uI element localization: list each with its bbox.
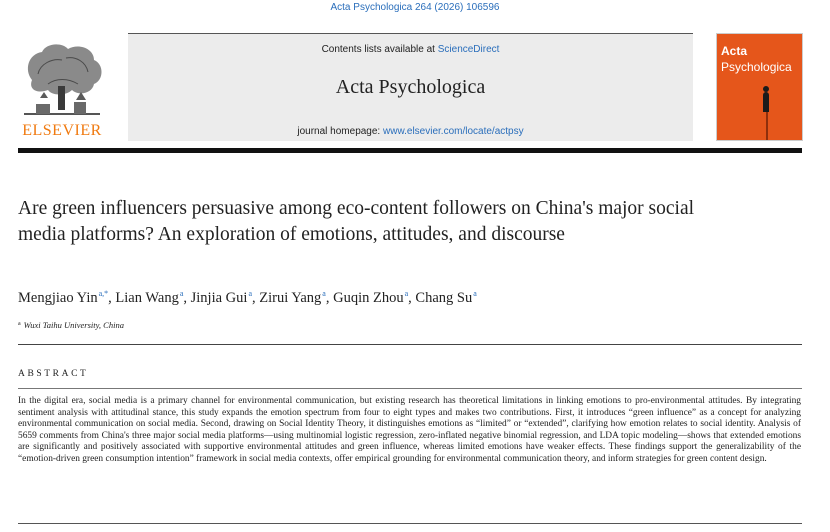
elsevier-tree-icon: [18, 40, 106, 120]
homepage-line: [128, 126, 693, 137]
masthead: [18, 30, 802, 142]
author-affiliation-mark[interactable]: a: [473, 289, 477, 298]
homepage-prefix: journal homepage:: [297, 126, 383, 137]
section-divider: [18, 344, 802, 345]
author-name[interactable]: Mengjiao Yin: [18, 290, 98, 306]
article-title: Are green influencers persuasive among eco-content followers on China's major social media platforms? An exploration of emotions, attitudes, and discourse: [18, 198, 695, 245]
affiliation-mark: a: [18, 321, 21, 327]
author-affiliation-mark[interactable]: a: [248, 289, 252, 298]
cover-figure-shadow: [766, 112, 768, 141]
journal-banner: [128, 33, 693, 141]
journal-citation[interactable]: Acta Psychologica 264 (2026) 106596: [330, 2, 500, 13]
publisher-name: ELSEVIER: [22, 122, 102, 139]
journal-cover[interactable]: [716, 33, 803, 141]
contents-prefix: Contents lists available at: [321, 44, 438, 55]
cover-title-line1: Acta: [721, 44, 748, 58]
author-name[interactable]: Chang Su: [415, 290, 473, 306]
author-list: Mengjiao Yin$^{a,*}$, Lian Wang$^a$, Jinjia Gui$^a$, Zirui Yang$^a$, Guqin Zhou$^a$, Chang Su$^a$: [18, 289, 477, 306]
affiliation: [18, 320, 124, 330]
cover-figure-icon: [763, 92, 769, 112]
elsevier-logo[interactable]: [18, 40, 106, 140]
author-name[interactable]: Zirui Yang: [259, 290, 322, 306]
author-affiliation-mark[interactable]: a: [322, 289, 326, 298]
author-affiliation-mark[interactable]: a,*: [98, 289, 109, 298]
journal-title: Acta Psychologica: [335, 76, 486, 98]
abstract-heading: ABSTRACT: [18, 369, 89, 379]
author-affiliation-mark[interactable]: a: [179, 289, 184, 298]
author-name[interactable]: Lian Wang: [115, 290, 179, 306]
abstract-divider: [18, 388, 802, 389]
bottom-divider: [18, 523, 802, 524]
header-divider: [18, 148, 802, 153]
homepage-link[interactable]: www.elsevier.com/locate/actpsy: [383, 126, 524, 137]
abstract-text: In the digital era, social media is a primary channel for environmental communication, but existing research has theoretical limitations in linking emotions to pro-environmental attitudes. By integrating sentiment analysis with attitudinal stance, this study expands the emotion spectrum from four to eight types and makes two contributions. First, it introduces “green influence” as a concept for analyzing environmental communication on social media. Second, drawing on Social Identity Theory, it distinguishes emotions as “limited” or “extended”, clarifying how emotion relates to social identity. Analysis of 5659 comments from China's three major social media platforms—using multinomial logistic regression, zero-inflated negative binomial regression, and LDA topic modeling—shows that extended emotions are significantly and positively associated with supportive environmental attitudes and green influence, whereas limited emotions have weaker effects. These findings support the generalizability of the “emotion-driven green consumption intention” framework in social media contexts, offer empirical grounding for environmental communication theory, and inform strategies for green content design.: [18, 396, 801, 464]
author-affiliation-mark[interactable]: a: [404, 289, 409, 298]
sciencedirect-link[interactable]: ScienceDirect: [437, 44, 500, 55]
author-name[interactable]: Guqin Zhou: [333, 290, 404, 306]
contents-line: [128, 44, 693, 55]
author-name[interactable]: Jinjia Gui: [190, 290, 248, 306]
cover-title-line2: Psychologica: [721, 60, 792, 74]
affiliation-text: Wuxi Taihu University, China: [23, 320, 124, 330]
